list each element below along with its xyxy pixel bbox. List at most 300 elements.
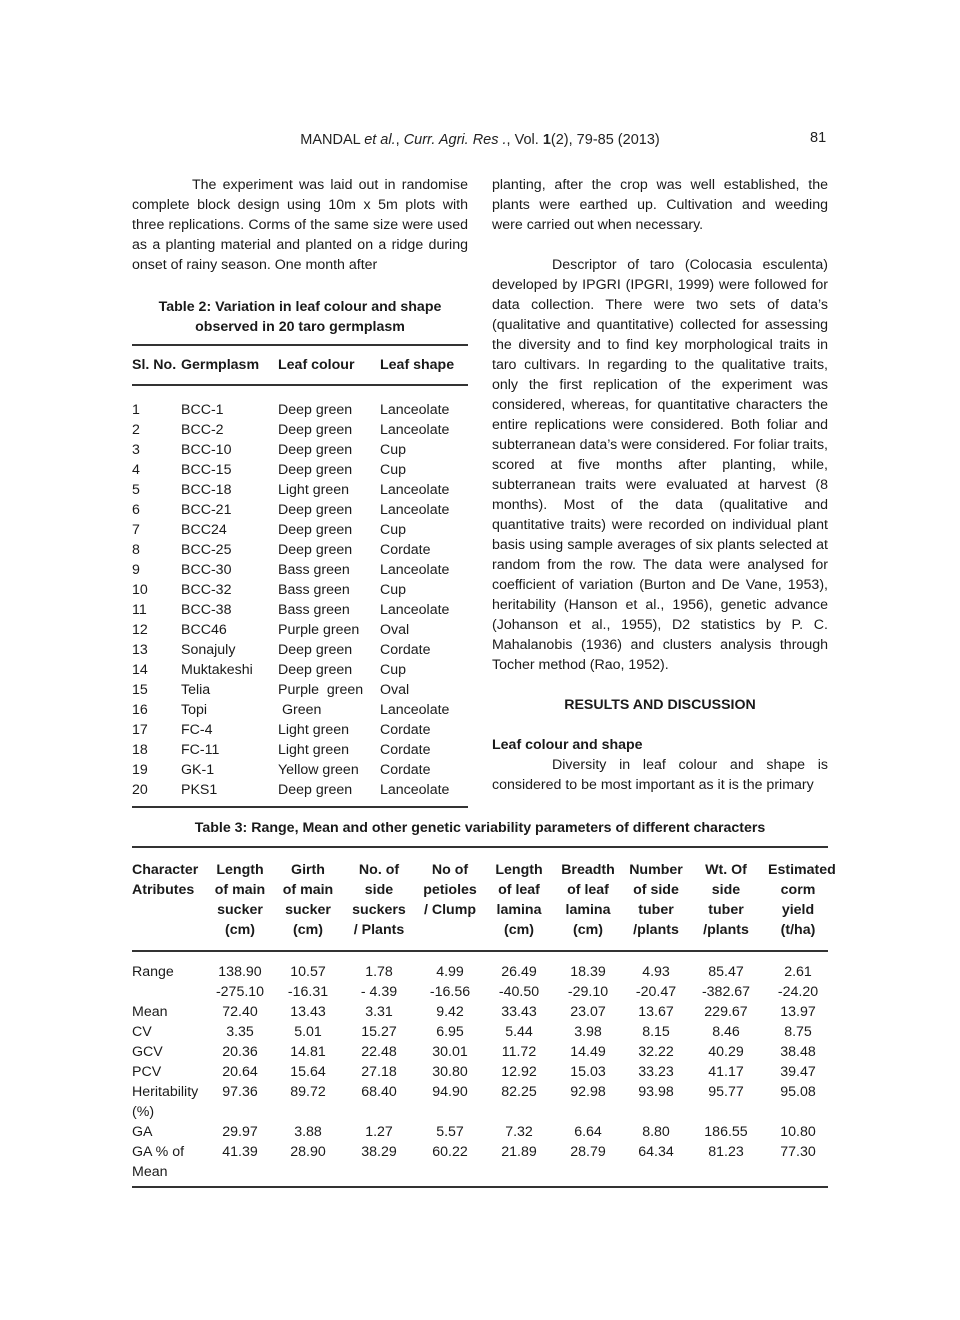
methods-paragraph: The experiment was laid out in randomise complete block design using 10m x 5m plots with three replications. Corms of the same size were used as a planting material and planted on a ridge during onset of rainy season. One month after bbox=[132, 177, 468, 273]
table2-cell: BCC-15 bbox=[181, 462, 232, 478]
table3-cell bbox=[628, 1162, 684, 1182]
table3-cell bbox=[684, 1162, 768, 1182]
table2-cell: Muktakeshi bbox=[181, 662, 253, 678]
table3-header-line: Atributes bbox=[132, 882, 195, 898]
table3-row bbox=[132, 1002, 828, 1022]
table2-row bbox=[132, 780, 468, 800]
table2-row bbox=[132, 720, 468, 740]
table3-cell: 8.80 bbox=[642, 1124, 670, 1140]
table2-cell: Deep green bbox=[278, 502, 353, 518]
table3-header-line: of main bbox=[214, 882, 266, 898]
table3-row bbox=[132, 1022, 828, 1042]
table3-cell: 41.39 bbox=[222, 1144, 258, 1160]
table3-cell: 3.35 bbox=[226, 1024, 254, 1040]
table3-cell: 22.48 bbox=[361, 1044, 397, 1060]
table2-cell: BCC-32 bbox=[181, 582, 232, 598]
table3-header-line: No. of bbox=[358, 862, 400, 878]
table3-cell: 89.72 bbox=[290, 1084, 326, 1100]
table2-row bbox=[132, 660, 468, 680]
leaf-paragraph: Diversity in leaf colour and shape is considered to be most important as it is the primary bbox=[492, 757, 828, 793]
table3-cell: 5.01 bbox=[294, 1024, 322, 1040]
table3-row bbox=[132, 982, 828, 1002]
table3-header-cell bbox=[268, 860, 348, 940]
table2-row bbox=[132, 740, 468, 760]
table2-cell: Cordate bbox=[380, 542, 431, 558]
table3-header-cell bbox=[768, 860, 836, 940]
table2-cell: Yellow green bbox=[278, 762, 359, 778]
table3-header-line: lamina bbox=[496, 902, 542, 918]
table2 bbox=[132, 344, 468, 808]
table3-header-line: side bbox=[711, 882, 741, 898]
table2-cell: 15 bbox=[132, 682, 148, 698]
table2-cell: 18 bbox=[132, 742, 148, 758]
table3-header-cell bbox=[684, 860, 768, 940]
table3-header-row bbox=[132, 848, 836, 950]
table2-cell: 10 bbox=[132, 582, 148, 598]
table3-cell: GA % of bbox=[132, 1144, 185, 1160]
table2-row bbox=[132, 540, 468, 560]
table3-cell bbox=[410, 1102, 490, 1122]
descriptor-paragraph: Descriptor of taro (Colocasia esculenta) developed by IPGRI (IPGRI, 1999) were followed for data collection. There were two sets of data’s (qualitative and quantitative) collected for assessing the diversity and to find key morphological traits in taro cultivars. In regarding to the qualitative traits, only the first replication of the experiment was considered, whereas, for quantitative characters the entire replications were considered. Both foliar and subterranean data’s were considered. For foliar traits, scored at five months after planting, while, subterranean traits were evaluated at harvest (8 months). Most of the data (qualitative and quantitative traits) were recorded on individual plant basis using sample averages of six plants selected at random from the row. The data were analysed for coefficient of variation (Burton and De Vane, 1953), heritability (Hanson et al., 1956), genetic advance (Johanson et al., 1955), D2 statistics by P. C. Mahalanobis (1936) and clusters analysis through Tocher method (Rao, 1952). bbox=[492, 257, 828, 673]
table3-cell: 15.64 bbox=[290, 1064, 326, 1080]
table3-cell: 3.98 bbox=[574, 1024, 602, 1040]
table2-cell: Cup bbox=[380, 582, 407, 598]
table2-row bbox=[132, 700, 468, 720]
table3-header-line: sucker bbox=[285, 902, 331, 918]
table3-cell: 94.90 bbox=[432, 1084, 468, 1100]
table3-cell bbox=[212, 1162, 268, 1182]
table3-header-line: / Plants bbox=[353, 922, 405, 938]
table3 bbox=[132, 846, 836, 1188]
table3-cell bbox=[212, 1102, 268, 1122]
table3-cell bbox=[684, 1102, 768, 1122]
table2-cell: Purple green bbox=[278, 622, 360, 638]
table3-header-line: of main bbox=[282, 882, 334, 898]
table3-header-line: (cm) bbox=[504, 922, 534, 938]
table3-header-line: lamina bbox=[565, 902, 611, 918]
table3-row bbox=[132, 1082, 828, 1102]
running-head-volume: 1 bbox=[542, 132, 551, 148]
table2-cell: Cordate bbox=[380, 742, 431, 758]
table2-cell: 20 bbox=[132, 782, 148, 798]
table3-cell: 5.44 bbox=[505, 1024, 533, 1040]
table2-cell: BCC-21 bbox=[181, 502, 232, 518]
table3-row bbox=[132, 1162, 828, 1182]
table2-cell: BCC-10 bbox=[181, 442, 232, 458]
table3-header-line: of leaf bbox=[498, 882, 540, 898]
table3-cell: 64.34 bbox=[638, 1144, 674, 1160]
table2-cell: 19 bbox=[132, 762, 148, 778]
table3-cell: 10.80 bbox=[780, 1124, 816, 1140]
table3-header-cell bbox=[410, 860, 490, 940]
table3-header-line: Breadth bbox=[561, 862, 615, 878]
table3-cell: 33.43 bbox=[501, 1004, 537, 1020]
table3-cell: 29.97 bbox=[222, 1124, 258, 1140]
table2-cell: Lanceolate bbox=[380, 502, 450, 518]
table3-cell: CV bbox=[132, 1024, 152, 1040]
table3-header-line: Number bbox=[629, 862, 683, 878]
table3-cell: 32.22 bbox=[638, 1044, 674, 1060]
table3-header-line: suckers bbox=[352, 902, 406, 918]
table3-cell: 27.18 bbox=[361, 1064, 397, 1080]
table2-cell: Telia bbox=[181, 682, 211, 698]
table3-bottom-rule bbox=[132, 1186, 828, 1188]
table3-header-line: /plants bbox=[703, 922, 749, 938]
table3-cell: 26.49 bbox=[501, 964, 537, 980]
table3-cell: 28.90 bbox=[290, 1144, 326, 1160]
table2-cell: Cordate bbox=[380, 722, 431, 738]
table3-header-line: (cm) bbox=[225, 922, 255, 938]
table3-cell: 6.64 bbox=[574, 1124, 602, 1140]
table2-cell: PKS1 bbox=[181, 782, 218, 798]
table2-cell: Lanceolate bbox=[380, 422, 450, 438]
table2-cell: Purple green bbox=[278, 682, 364, 698]
subsection-heading: Leaf colour and shape bbox=[492, 737, 643, 753]
table2-cell: 14 bbox=[132, 662, 148, 678]
table2-cell: Deep green bbox=[278, 462, 353, 478]
table3-caption: Table 3: Range, Mean and other genetic variability parameters of different characters bbox=[194, 820, 766, 836]
table3-header-line: (cm) bbox=[293, 922, 323, 938]
table3-cell: -29.10 bbox=[567, 984, 609, 1000]
table3-cell: 4.99 bbox=[436, 964, 464, 980]
table3-header-cell bbox=[548, 860, 628, 940]
table3-row bbox=[132, 1142, 828, 1162]
table2-cell: Lanceolate bbox=[380, 482, 450, 498]
table3-cell: -275.10 bbox=[215, 984, 265, 1000]
table3-cell: Heritability bbox=[132, 1084, 199, 1100]
table3-header-cell bbox=[132, 860, 212, 940]
table2-cell: Cup bbox=[380, 522, 407, 538]
table3-cell: 186.55 bbox=[704, 1124, 748, 1140]
table2-row bbox=[132, 640, 468, 660]
table3-header-line: (cm) bbox=[573, 922, 603, 938]
table2-cell: BCC24 bbox=[181, 522, 227, 538]
table2-bottom-rule bbox=[132, 806, 468, 808]
table2-cell: BCC-18 bbox=[181, 482, 232, 498]
right-column bbox=[492, 175, 828, 795]
table3-cell: 15.03 bbox=[570, 1064, 606, 1080]
table2-cell: Cup bbox=[380, 662, 407, 678]
table3-cell bbox=[628, 1102, 684, 1122]
table3-cell: 18.39 bbox=[570, 964, 606, 980]
table3-cell bbox=[348, 1102, 410, 1122]
table3-cell: 30.80 bbox=[432, 1064, 468, 1080]
table2-cell: Deep green bbox=[278, 782, 353, 798]
table2-row bbox=[132, 400, 468, 420]
table3-cell: 41.17 bbox=[708, 1064, 744, 1080]
table2-header-cell: Germplasm bbox=[181, 357, 260, 373]
table3-cell: GCV bbox=[132, 1044, 163, 1060]
table2-cell: BCC-2 bbox=[181, 422, 224, 438]
table2-cell: Topi bbox=[181, 702, 208, 718]
table2-row bbox=[132, 500, 468, 520]
running-head-author: MANDAL bbox=[300, 132, 365, 148]
table3-header-line: /plants bbox=[633, 922, 679, 938]
table3-cell bbox=[768, 1102, 828, 1122]
table3-cell: -382.67 bbox=[701, 984, 751, 1000]
table3-header-line bbox=[132, 900, 212, 920]
table3-cell: 97.36 bbox=[222, 1084, 258, 1100]
table3-cell bbox=[268, 1162, 348, 1182]
left-column bbox=[132, 175, 468, 275]
table2-cell: Deep green bbox=[278, 442, 353, 458]
table3-cell: 3.88 bbox=[294, 1124, 322, 1140]
table3-cell: 13.97 bbox=[780, 1004, 816, 1020]
table2-cell: 17 bbox=[132, 722, 148, 738]
table2-row bbox=[132, 680, 468, 700]
table3-cell: 11.72 bbox=[501, 1044, 537, 1060]
table2-cell: Bass green bbox=[278, 602, 350, 618]
table3-cell: 72.40 bbox=[222, 1004, 258, 1020]
table2-cell: BCC-25 bbox=[181, 542, 232, 558]
table3-cell: GA bbox=[132, 1124, 153, 1140]
table3-cell: PCV bbox=[132, 1064, 162, 1080]
table3-cell: 82.25 bbox=[501, 1084, 537, 1100]
table2-caption: Table 2: Variation in leaf colour and shape observed in 20 taro germplasm bbox=[158, 299, 442, 335]
table3-cell: 68.40 bbox=[361, 1084, 397, 1100]
table3-cell: 8.75 bbox=[784, 1024, 812, 1040]
table2-row bbox=[132, 480, 468, 500]
table2-cell: 16 bbox=[132, 702, 148, 718]
table3-cell: 30.01 bbox=[432, 1044, 468, 1060]
table3-cell bbox=[768, 1162, 828, 1182]
table2-cell: 3 bbox=[132, 442, 140, 458]
table3-cell: 13.67 bbox=[638, 1004, 674, 1020]
table3-cell: -40.50 bbox=[498, 984, 540, 1000]
table3-cell: 60.22 bbox=[432, 1144, 468, 1160]
table2-cell: BCC-30 bbox=[181, 562, 232, 578]
table2-cell: 13 bbox=[132, 642, 148, 658]
table3-cell: 10.57 bbox=[290, 964, 326, 980]
table2-row bbox=[132, 440, 468, 460]
table3-header-line: yield bbox=[781, 902, 815, 918]
table3-header-line: Length bbox=[216, 862, 264, 878]
table3-header-line: of side bbox=[633, 882, 679, 898]
table3-header-cell bbox=[348, 860, 410, 940]
table3-cell: Mean bbox=[132, 1004, 168, 1020]
table3-cell bbox=[268, 1102, 348, 1122]
table3-cell: -20.47 bbox=[635, 984, 677, 1000]
table3-row bbox=[132, 1122, 828, 1142]
table3-cell: 12.92 bbox=[501, 1064, 537, 1080]
table3-cell: - 4.39 bbox=[360, 984, 398, 1000]
table3-cell bbox=[490, 1102, 548, 1122]
table3-cell: 77.30 bbox=[780, 1144, 816, 1160]
table3-header-cell bbox=[212, 860, 268, 940]
table3-cell: 20.64 bbox=[222, 1064, 258, 1080]
table3-header-cell bbox=[490, 860, 548, 940]
table2-cell: 6 bbox=[132, 502, 140, 518]
table3-cell: 93.98 bbox=[638, 1084, 674, 1100]
table3-cell bbox=[490, 1162, 548, 1182]
running-head-etal: et al. bbox=[364, 132, 396, 148]
table2-cell: Deep green bbox=[278, 642, 353, 658]
table2-header-cell: Leaf shape bbox=[380, 357, 455, 373]
table2-cell: Bass green bbox=[278, 582, 350, 598]
table2-cell: Deep green bbox=[278, 522, 353, 538]
running-head-sep: , bbox=[395, 132, 404, 148]
table2-cell: Oval bbox=[380, 622, 410, 638]
table3-cell: 8.15 bbox=[642, 1024, 670, 1040]
table2-cell: Deep green bbox=[278, 662, 353, 678]
page-number: 81 bbox=[810, 130, 827, 146]
table3-header-line: sucker bbox=[217, 902, 263, 918]
table2-row bbox=[132, 760, 468, 780]
table2-cell: Cordate bbox=[380, 762, 431, 778]
table2-header-cell: Sl. No. bbox=[132, 357, 177, 373]
table3-header-line: tuber bbox=[708, 902, 744, 918]
table2-cell: 5 bbox=[132, 482, 140, 498]
table2-cell: Cup bbox=[380, 462, 407, 478]
table3-cell: 229.67 bbox=[704, 1004, 748, 1020]
table3-cell: 1.27 bbox=[365, 1124, 393, 1140]
table2-cell: 11 bbox=[132, 602, 147, 618]
table3-header-line: corm bbox=[780, 882, 816, 898]
table2-row bbox=[132, 560, 468, 580]
table2-row bbox=[132, 600, 468, 620]
section-heading: RESULTS AND DISCUSSION bbox=[564, 697, 756, 713]
table3-cell: 9.42 bbox=[436, 1004, 464, 1020]
table3-header-line: (t/ha) bbox=[780, 922, 816, 938]
table2-cell: 8 bbox=[132, 542, 140, 558]
table3-body bbox=[132, 952, 828, 1186]
table3-row bbox=[132, 1062, 828, 1082]
table3-cell: 92.98 bbox=[570, 1084, 606, 1100]
table2-row bbox=[132, 620, 468, 640]
table3-cell: Range bbox=[132, 964, 174, 980]
table2-cell: FC-4 bbox=[181, 722, 213, 738]
table2-cell: Light green bbox=[278, 722, 349, 738]
table2-cell: 1 bbox=[132, 402, 140, 418]
table2-row bbox=[132, 460, 468, 480]
table3-header-line: Character bbox=[132, 862, 199, 878]
table3-header-line: tuber bbox=[638, 902, 674, 918]
table2-cell: Sonajuly bbox=[181, 642, 236, 658]
table2-cell: Deep green bbox=[278, 422, 353, 438]
table3-cell: 95.77 bbox=[708, 1084, 744, 1100]
table2-row bbox=[132, 520, 468, 540]
table3-cell: -16.31 bbox=[287, 984, 329, 1000]
table2-cell: FC-11 bbox=[181, 742, 220, 758]
table2-cell: 12 bbox=[132, 622, 148, 638]
table3-cell: 38.48 bbox=[780, 1044, 816, 1060]
table2-cell: Green bbox=[278, 702, 322, 718]
table3-cell: -24.20 bbox=[777, 984, 819, 1000]
table3-header-line: of leaf bbox=[567, 882, 609, 898]
table3-header-line: petioles bbox=[423, 882, 477, 898]
table3-header-line: Girth bbox=[291, 862, 325, 878]
table2-cell: BCC-38 bbox=[181, 602, 232, 618]
table3-header-cell bbox=[628, 860, 684, 940]
running-head-issue: (2), 79-85 (2013) bbox=[550, 132, 660, 148]
table2-cell: GK-1 bbox=[181, 762, 215, 778]
table3-cell: (%) bbox=[132, 1104, 155, 1120]
table3-cell: 40.29 bbox=[708, 1044, 744, 1060]
table3-cell: 3.31 bbox=[365, 1004, 393, 1020]
table3-header-line: / Clump bbox=[423, 902, 477, 918]
table3-cell bbox=[548, 1162, 628, 1182]
table3-cell: 20.36 bbox=[222, 1044, 258, 1060]
table3-cell: -16.56 bbox=[429, 984, 471, 1000]
table3-cell: 38.29 bbox=[361, 1144, 397, 1160]
table3-cell: 85.47 bbox=[708, 964, 744, 980]
table3-cell: 23.07 bbox=[570, 1004, 606, 1020]
table3-cell: 33.23 bbox=[638, 1064, 674, 1080]
table2-cell: 4 bbox=[132, 462, 140, 478]
running-head-vol-prefix: , Vol. bbox=[506, 132, 543, 148]
table2-cell: Oval bbox=[380, 682, 410, 698]
table2-cell: Cup bbox=[380, 442, 407, 458]
running-head-journal: Curr. Agri. Res . bbox=[403, 132, 507, 148]
table3-cell bbox=[348, 1162, 410, 1182]
table3-cell: 138.90 bbox=[218, 964, 262, 980]
table2-cell: Deep green bbox=[278, 542, 353, 558]
table2-header-row bbox=[132, 346, 468, 384]
table2-cell: Lanceolate bbox=[380, 602, 450, 618]
table2-cell: Lanceolate bbox=[380, 702, 450, 718]
table3-cell: 95.08 bbox=[780, 1084, 816, 1100]
table3-cell bbox=[548, 1102, 628, 1122]
table2-cell: Lanceolate bbox=[380, 782, 450, 798]
table3-row bbox=[132, 962, 828, 982]
table3-cell: 6.95 bbox=[436, 1024, 464, 1040]
table2-cell: BCC-1 bbox=[181, 402, 224, 418]
table3-header-line: side bbox=[364, 882, 394, 898]
table3-header-line: Estimated bbox=[768, 862, 836, 878]
table3-row bbox=[132, 1042, 828, 1062]
table3-cell: Mean bbox=[132, 1164, 168, 1180]
table3-cell: 13.43 bbox=[290, 1004, 326, 1020]
table3-header-line: Wt. Of bbox=[705, 862, 747, 878]
table2-header-cell: Leaf colour bbox=[278, 357, 355, 373]
table3-header-line: No of bbox=[431, 862, 469, 878]
table3-cell: 14.49 bbox=[570, 1044, 606, 1060]
table3-cell: 14.81 bbox=[290, 1044, 326, 1060]
table2-cell: Lanceolate bbox=[380, 402, 450, 418]
table3-cell: 28.79 bbox=[570, 1144, 606, 1160]
table2-cell: Bass green bbox=[278, 562, 350, 578]
table3-cell bbox=[410, 1162, 490, 1182]
table3-header-line: Length bbox=[495, 862, 543, 878]
table2-cell: 2 bbox=[132, 422, 140, 438]
table3-row bbox=[132, 1102, 828, 1122]
table3-header-line bbox=[132, 920, 212, 940]
table2-cell: Deep green bbox=[278, 402, 353, 418]
table2-cell: 9 bbox=[132, 562, 140, 578]
table2-row bbox=[132, 580, 468, 600]
table2-cell: Cordate bbox=[380, 642, 431, 658]
table2-row bbox=[132, 420, 468, 440]
table2-body bbox=[132, 386, 468, 806]
methods-paragraph-continued: planting, after the crop was well established, the plants were earthed up. Cultivation and weeding were carried out when necessary. bbox=[492, 177, 828, 233]
table3-cell: 1.78 bbox=[365, 964, 393, 980]
table3-cell: 39.47 bbox=[780, 1064, 816, 1080]
table2-cell: Light green bbox=[278, 742, 349, 758]
table2-cell: 7 bbox=[132, 522, 140, 538]
table2-cell: Light green bbox=[278, 482, 349, 498]
table3-cell: 21.89 bbox=[501, 1144, 537, 1160]
table3-header-line bbox=[410, 920, 490, 940]
table3-cell: 8.46 bbox=[712, 1024, 740, 1040]
table3-cell: 4.93 bbox=[642, 964, 670, 980]
table3-cell: 2.61 bbox=[784, 964, 812, 980]
table3-cell: 81.23 bbox=[708, 1144, 744, 1160]
table3-cell: 5.57 bbox=[436, 1124, 464, 1140]
table2-cell: BCC46 bbox=[181, 622, 227, 638]
table3-cell bbox=[132, 982, 212, 1002]
table3-cell: 15.27 bbox=[361, 1024, 397, 1040]
table2-cell: Lanceolate bbox=[380, 562, 450, 578]
